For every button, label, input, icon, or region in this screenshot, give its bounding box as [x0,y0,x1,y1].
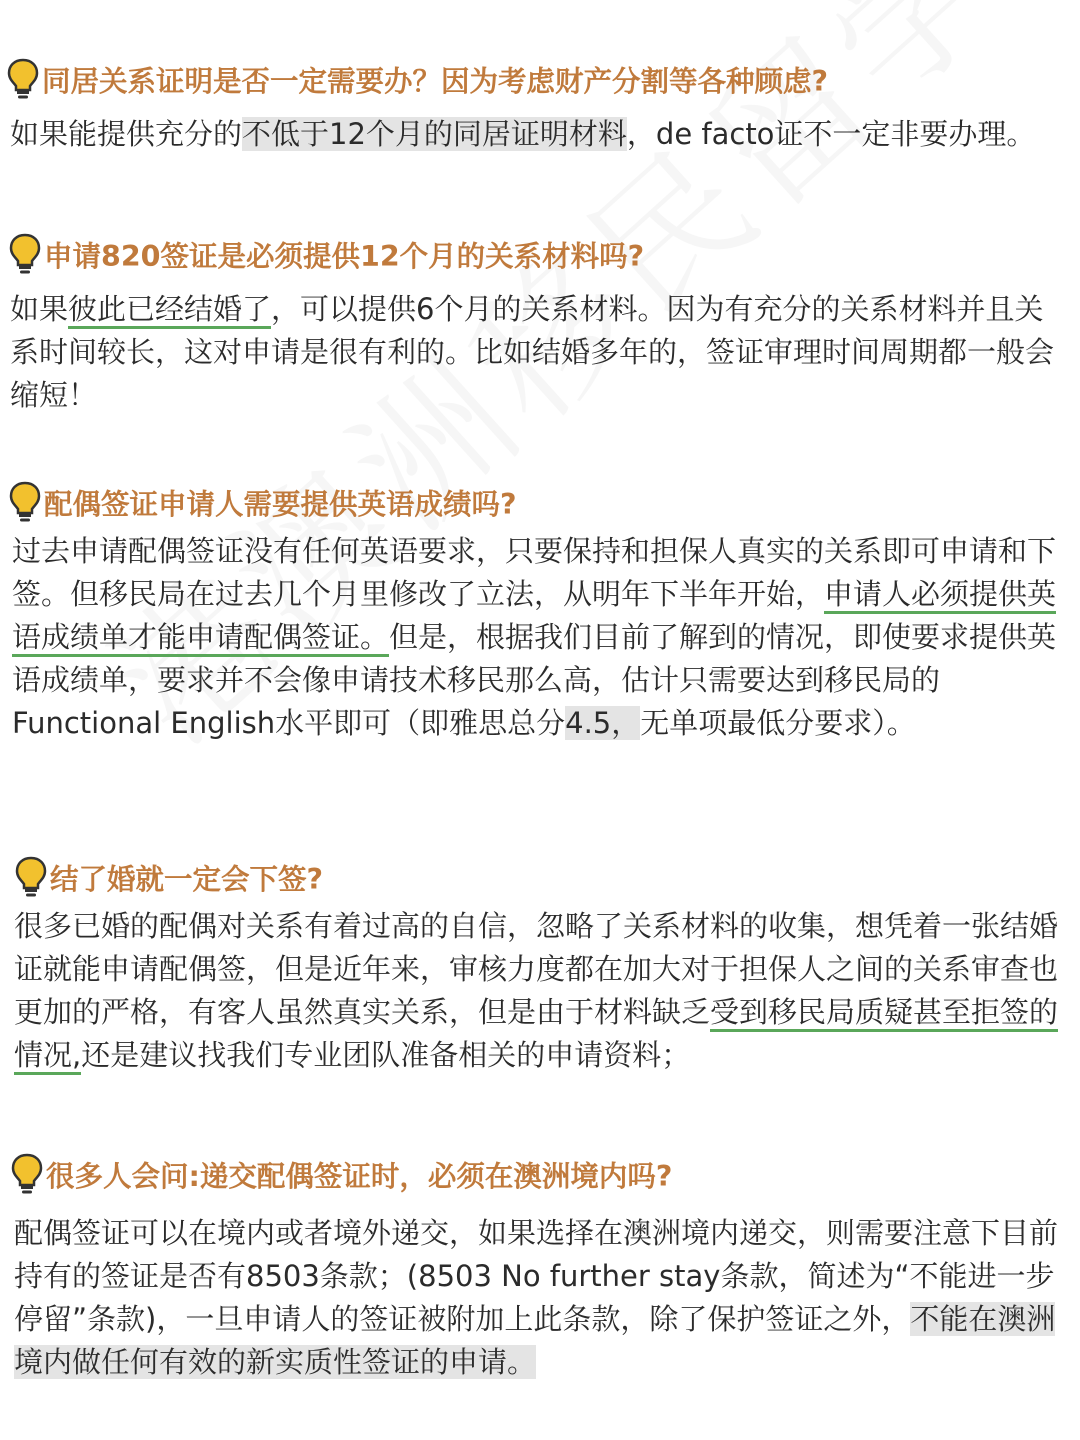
faq-question-text: 很多人会问:递交配偶签证时，必须在澳洲境内吗? [46,1159,673,1193]
answer-text: 如果能提供充分的 [10,117,243,151]
answer-text: 配偶签证可以在境内或者境外递交，如果选择在澳洲境内递交，则需要注意下目前持有的签证是否有8503条款；(8503 No further stay条款，简述为“不能进一步停留”条款)，一旦申请人的签证被附加上此条款，除了保护签证之外， [14,1216,1059,1336]
lightbulb-icon [8,480,42,524]
lightbulb-icon [8,232,42,276]
faq-section-1 [0,55,1080,156]
faq-question [0,478,1080,526]
faq-question-text: 申请820签证是必须提供12个月的关系材料吗? [44,239,645,273]
answer-highlight: 不低于12个月的同居证明材料 [242,117,627,151]
faq-answer [0,288,1080,417]
faq-answer [0,905,1080,1077]
faq-question-text: 结了婚就一定会下签? [50,862,324,896]
answer-text: 过去申请配偶签证没有任何英语要求，只要保持和担保人真实的关系即可申请和下签。但移民局在过去几个月里修改了立法，从明年下半年开始， [12,534,1057,611]
faq-section-2 [0,230,1080,417]
answer-text: 还是建议找我们专业团队准备相关的申请资料； [81,1038,691,1072]
faq-question-text: 配偶签证申请人需要提供英语成绩吗? [44,487,517,521]
answer-underline: 申请人必须提供英语成绩单才能申请配偶签证。 [12,577,1056,657]
faq-question [0,55,1080,103]
answer-text: 如果 [10,292,69,326]
answer-text: 但是，根据我们目前了解到的情况，即使要求提供英语成绩单，要求并不会像申请技术移民那么高，估计只需要达到移民局的Functional English水平即可（即雅思总分 [12,620,1057,740]
answer-highlight: 不能在澳洲境内做任何有效的新实质性签证的申请。 [14,1302,1056,1379]
faq-question [0,230,1080,278]
faq-question-text: 同居关系证明是否一定需要办？因为考虑财产分割等各种顾虑? [42,64,829,98]
faq-section-3 [0,478,1080,745]
answer-underline: 彼此已经结婚了 [68,292,271,329]
faq-question [0,853,1080,901]
faq-answer [0,113,1080,156]
faq-section-5 [0,1150,1080,1384]
answer-underline: 受到移民局质疑甚至拒签的情况, [14,995,1058,1075]
lightbulb-icon [10,1152,44,1196]
answer-highlight: 4.5， [565,706,641,740]
lightbulb-icon [14,855,48,899]
faq-section-4 [0,853,1080,1077]
lightbulb-icon [6,57,40,101]
faq-answer [0,1212,1080,1384]
faq-question [0,1150,1080,1198]
faq-answer [0,530,1080,745]
answer-text: ，de facto证不一定非要办理。 [626,117,1036,151]
answer-text: ，可以提供6个月的关系材料。因为有充分的关系材料并且关系时间较长，这对申请是很有利的。比如结婚多年的，签证审理时间周期都一般会缩短！ [10,292,1055,412]
answer-text: 无单项最低分要求）。 [640,706,916,740]
answer-text: 很多已婚的配偶对关系有着过高的自信，忽略了关系材料的收集，想凭着一张结婚证就能申请配偶签，但是近年来，审核力度都在加大对于担保人之间的关系审查也更加的严格，有客人虽然真实关系，但是由于材料缺乏 [14,909,1059,1029]
